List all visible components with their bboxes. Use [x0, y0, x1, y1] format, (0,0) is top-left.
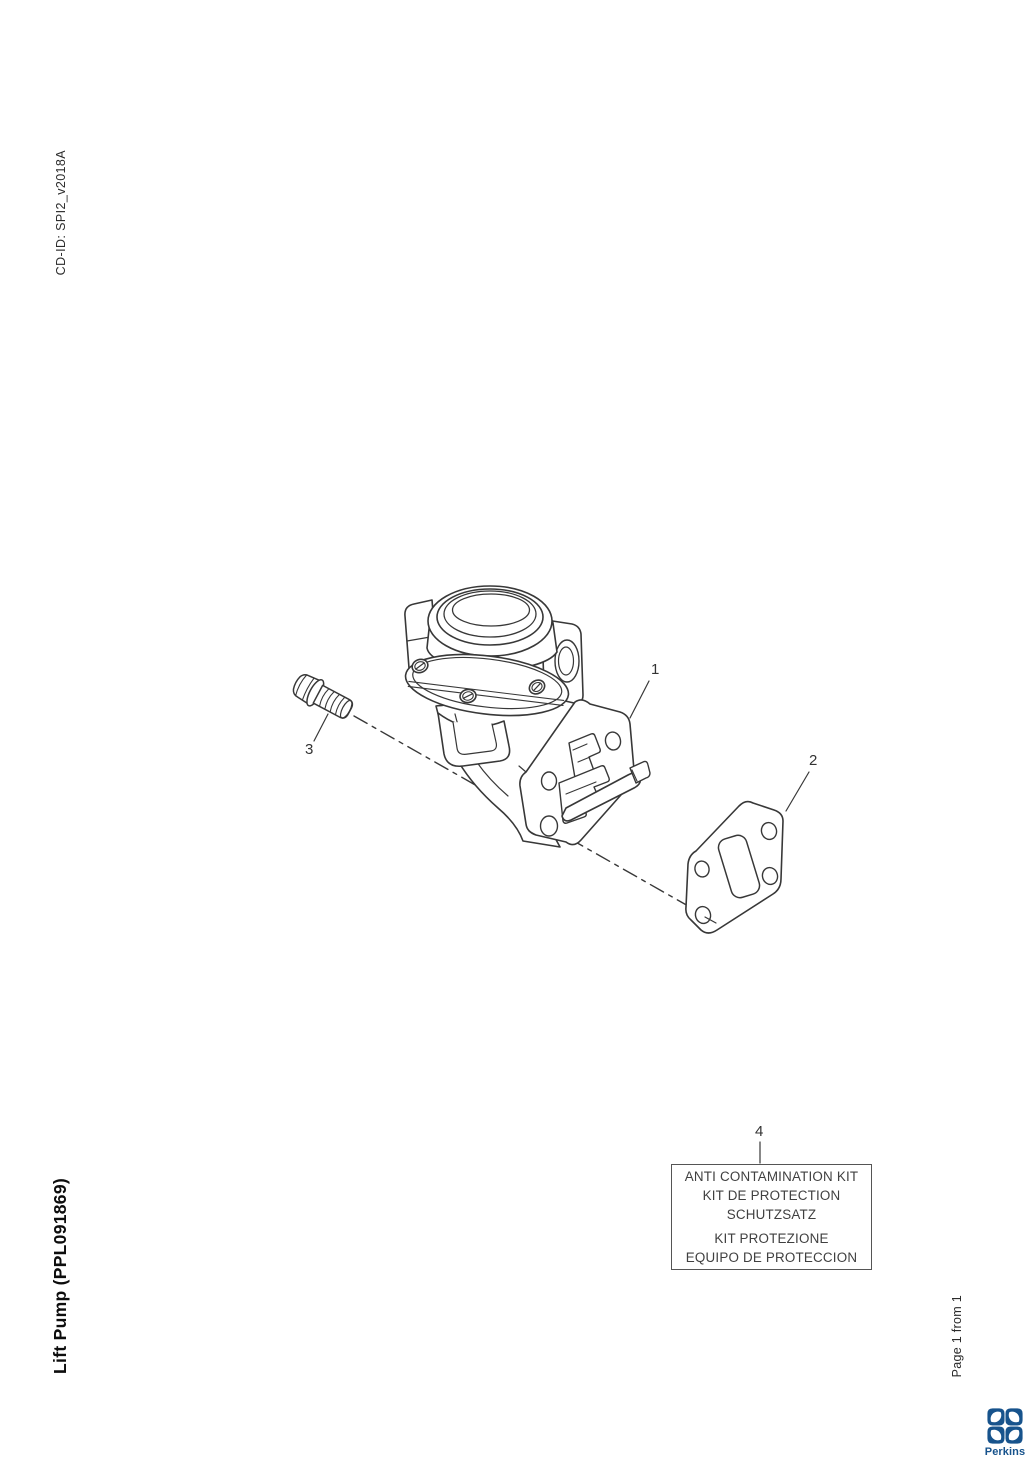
leader-line-2 [786, 772, 809, 811]
kit-line-en: ANTI CONTAMINATION KIT [684, 1169, 859, 1184]
lift-pump-drawing [402, 586, 650, 847]
brand-name: Perkins [984, 1446, 1026, 1458]
kit-line-it: KIT PROTEZIONE [714, 1231, 829, 1246]
cd-id-text: CD-ID: SPI2_v2018A [54, 150, 68, 276]
perkins-logo-icon [986, 1407, 1024, 1445]
leader-line-3 [314, 714, 328, 741]
kit-line-de: SCHUTZSATZ [726, 1207, 817, 1222]
callout-3: 3 [305, 741, 314, 758]
kit-line-es: EQUIPO DE PROTECCION [685, 1250, 858, 1265]
kit-line-fr: KIT DE PROTECTION [702, 1188, 841, 1203]
leader-line-1 [630, 681, 649, 718]
kit-label-box [671, 1164, 872, 1270]
bolt-drawing [289, 670, 356, 724]
callout-1: 1 [651, 661, 660, 678]
callout-4: 4 [755, 1123, 764, 1140]
brand-block [980, 1407, 1030, 1458]
page-indicator: Page 1 from 1 [950, 1295, 964, 1378]
document-title: Lift Pump (PPL091869) [50, 1178, 70, 1374]
callout-2: 2 [809, 752, 818, 769]
gasket-drawing [686, 802, 783, 933]
